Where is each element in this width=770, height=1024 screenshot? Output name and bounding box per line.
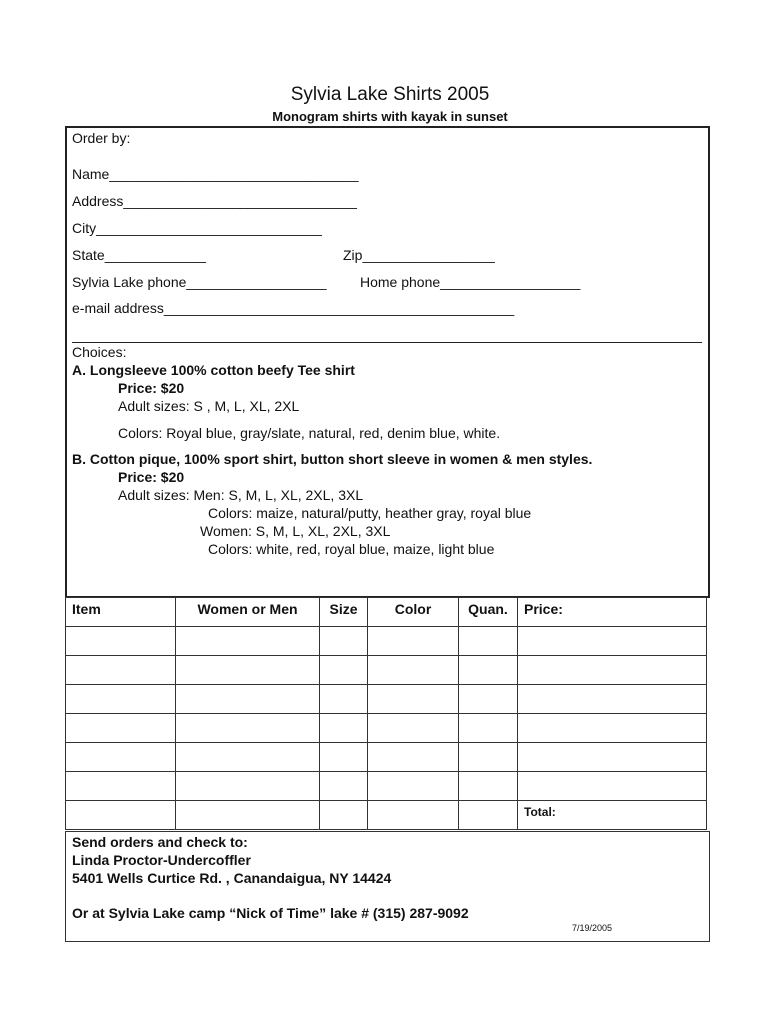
order-by-label: Order by: xyxy=(72,130,131,146)
address-field[interactable]: Address______________________________ xyxy=(72,193,357,209)
table-cell[interactable] xyxy=(66,656,176,685)
header-color: Color xyxy=(368,598,459,627)
choice-b-price: Price: $20 xyxy=(118,469,185,485)
choice-b-colors-men: Colors: maize, natural/putty, heather gray, royal blue xyxy=(208,505,532,521)
zip-field[interactable]: Zip_________________ xyxy=(343,247,495,263)
lake-phone-field[interactable]: Sylvia Lake phone__________________ xyxy=(72,274,327,290)
table-cell[interactable] xyxy=(66,772,176,801)
table-cell[interactable] xyxy=(459,627,518,656)
table-cell[interactable] xyxy=(320,685,368,714)
table-row xyxy=(66,772,707,801)
table-cell[interactable] xyxy=(368,656,459,685)
table-cell[interactable] xyxy=(518,743,707,772)
table-cell[interactable] xyxy=(459,743,518,772)
table-row xyxy=(66,685,707,714)
header-size: Size xyxy=(320,598,368,627)
table-total-row xyxy=(66,801,707,830)
table-cell[interactable] xyxy=(368,714,459,743)
table-cell[interactable] xyxy=(320,656,368,685)
table-cell[interactable] xyxy=(320,627,368,656)
choices-label: Choices: xyxy=(72,344,127,360)
table-cell[interactable] xyxy=(176,772,320,801)
table-row xyxy=(66,743,707,772)
table-cell[interactable] xyxy=(368,743,459,772)
table-cell[interactable] xyxy=(518,772,707,801)
table-cell[interactable] xyxy=(176,656,320,685)
table-cell xyxy=(459,801,518,830)
table-cell[interactable] xyxy=(320,743,368,772)
form-date: 7/19/2005 xyxy=(572,923,613,933)
table-cell[interactable] xyxy=(368,627,459,656)
table-header-row xyxy=(66,598,707,627)
total-label[interactable]: Total: xyxy=(518,801,707,830)
table-cell[interactable] xyxy=(320,772,368,801)
table-cell xyxy=(368,801,459,830)
table-row xyxy=(66,627,707,656)
order-table xyxy=(65,597,707,830)
table-cell[interactable] xyxy=(66,685,176,714)
choice-b-sizes-women: Women: S, M, L, XL, 2XL, 3XL xyxy=(200,523,391,539)
email-field[interactable]: e-mail address_____________________________________________ xyxy=(72,300,515,316)
name-field[interactable]: Name________________________________ xyxy=(72,166,359,182)
home-phone-field[interactable]: Home phone__________________ xyxy=(360,274,581,290)
choice-a-colors: Colors: Royal blue, gray/slate, natural, red, denim blue, white. xyxy=(118,425,501,441)
table-cell[interactable] xyxy=(176,627,320,656)
table-cell[interactable] xyxy=(368,772,459,801)
table-cell xyxy=(320,801,368,830)
choice-b-title: B. Cotton pique, 100% sport shirt, button short sleeve in women & men styles. xyxy=(72,451,593,467)
choice-a-title: A. Longsleeve 100% cotton beefy Tee shirt xyxy=(72,362,355,378)
send-orders-camp: Or at Sylvia Lake camp “Nick of Time” lake # (315) 287-9092 xyxy=(72,905,469,921)
choice-b-colors-women: Colors: white, red, royal blue, maize, light blue xyxy=(208,541,495,557)
page-subtitle: Monogram shirts with kayak in sunset xyxy=(272,109,508,124)
send-orders-name: Linda Proctor-Undercoffler xyxy=(72,852,251,868)
header-price: Price: xyxy=(518,598,707,627)
header-women-or-men: Women or Men xyxy=(176,598,320,627)
choice-a-price: Price: $20 xyxy=(118,380,185,396)
send-orders-address: 5401 Wells Curtice Rd. , Canandaigua, NY 14424 xyxy=(72,870,392,886)
choice-a-sizes: Adult sizes: S , M, L, XL, 2XL xyxy=(118,398,300,414)
table-cell[interactable] xyxy=(459,772,518,801)
table-cell[interactable] xyxy=(459,714,518,743)
table-cell[interactable] xyxy=(518,656,707,685)
choice-b-sizes-men: Adult sizes: Men: S, M, L, XL, 2XL, 3XL xyxy=(118,487,364,503)
table-cell[interactable] xyxy=(320,714,368,743)
header-item: Item xyxy=(66,598,176,627)
table-cell[interactable] xyxy=(368,685,459,714)
send-orders-heading: Send orders and check to: xyxy=(72,834,248,850)
table-cell[interactable] xyxy=(518,627,707,656)
table-cell[interactable] xyxy=(176,685,320,714)
table-cell xyxy=(176,801,320,830)
table-cell[interactable] xyxy=(66,714,176,743)
header-quantity: Quan. xyxy=(459,598,518,627)
table-cell[interactable] xyxy=(66,743,176,772)
table-cell[interactable] xyxy=(518,714,707,743)
table-cell[interactable] xyxy=(459,656,518,685)
table-cell[interactable] xyxy=(176,714,320,743)
table-cell xyxy=(66,801,176,830)
table-cell[interactable] xyxy=(176,743,320,772)
page-title: Sylvia Lake Shirts 2005 xyxy=(290,84,490,105)
state-field[interactable]: State_____________ xyxy=(72,247,206,263)
table-cell[interactable] xyxy=(459,685,518,714)
divider-line xyxy=(72,342,702,343)
table-row xyxy=(66,714,707,743)
table-cell[interactable] xyxy=(518,685,707,714)
table-row xyxy=(66,656,707,685)
table-cell[interactable] xyxy=(66,627,176,656)
city-field[interactable]: City_____________________________ xyxy=(72,220,322,236)
